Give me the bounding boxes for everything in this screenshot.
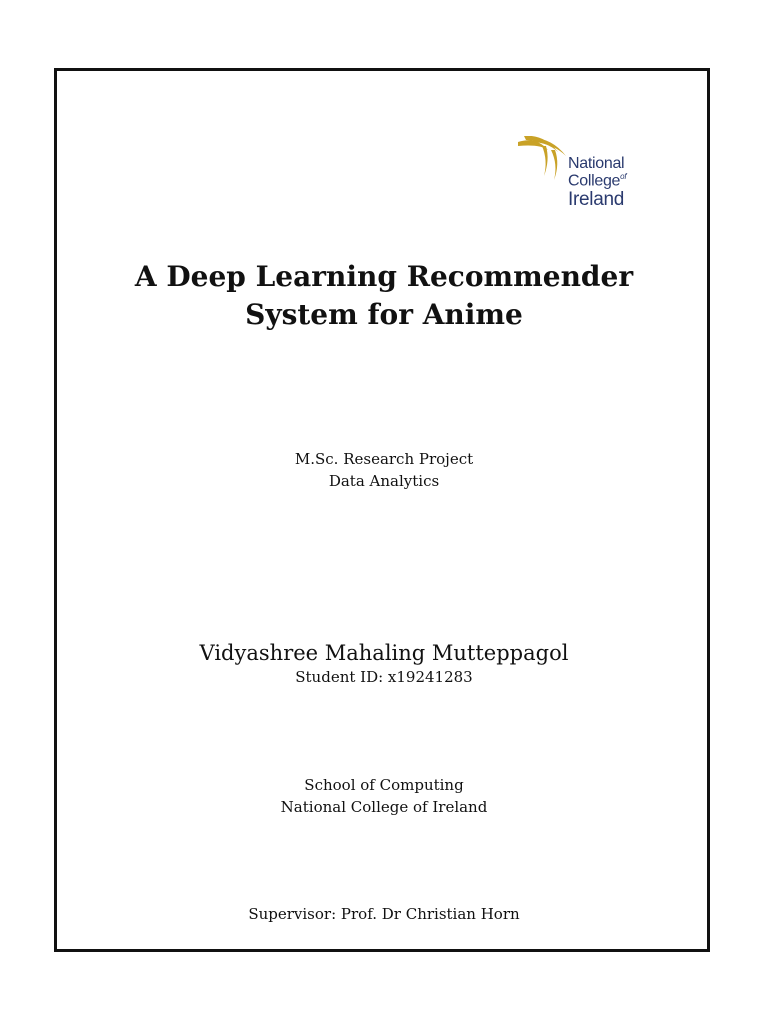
college-logo	[518, 136, 638, 220]
author-name: Vidyashree Mahaling Mutteppagol	[199, 641, 569, 665]
college-logo-text	[568, 156, 626, 210]
thesis-title-line-2: System for Anime	[245, 298, 523, 331]
school-name: School of Computing	[304, 776, 464, 794]
college-name: National College of Ireland	[280, 798, 488, 816]
degree-info	[0, 448, 768, 492]
supervisor: Supervisor: Prof. Dr Christian Horn	[248, 905, 520, 923]
institution-info	[0, 774, 768, 818]
thesis-title-line-1: A Deep Learning Recommender	[134, 260, 634, 293]
college-logo-mark-icon	[518, 136, 568, 184]
thesis-title	[0, 258, 768, 334]
degree-field: Data Analytics	[328, 472, 440, 490]
degree-program: M.Sc. Research Project	[294, 450, 474, 468]
student-id: Student ID: x19241283	[295, 668, 473, 686]
logo-text-college: College$^{of}$	[568, 171, 627, 190]
logo-text-national: National	[568, 155, 625, 172]
logo-text-ireland: Ireland	[568, 188, 624, 210]
